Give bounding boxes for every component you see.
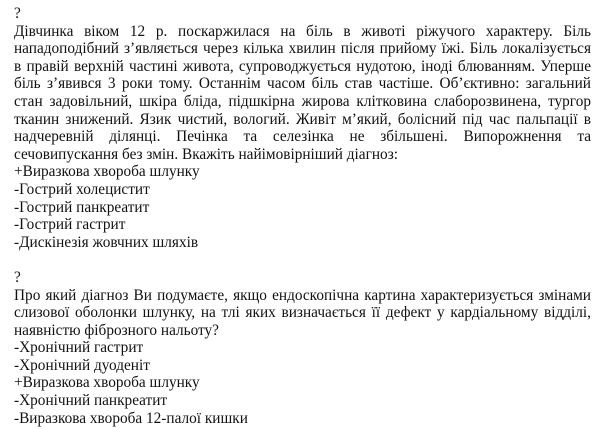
stem-line: в правій верхній частині живота, супроводжується нудотою, іноді блюванням. Уперше [14, 57, 591, 75]
stem-line: надчеревній ділянці. Печінка та селезінка не збільшені. Випорожнення та [14, 128, 591, 146]
stem-line: нападоподібний з’являється через кілька хвилин після прийому їжі. Біль локалізується [14, 40, 591, 58]
answer-option: -Гострий холецистит [14, 180, 150, 198]
stem-line: біль з’явився 3 роки тому. Останнім часом біль став частіше. Об’єктивно: загальний [14, 75, 591, 93]
answer-option-correct: +Виразкова хвороба шлунку [14, 163, 200, 181]
answer-option-correct: +Виразкова хвороба шлунку [14, 374, 200, 392]
stem-line: Про який діагноз Ви подумаєте, якщо ендоскопічна картина характеризується змінами [14, 286, 591, 304]
answer-options [14, 163, 591, 251]
answer-option: -Хронічний гастрит [14, 339, 144, 357]
answer-option: -Хронічний дуоденіт [14, 356, 150, 374]
question-marker: ? [14, 5, 21, 22]
stem-line: сечовипускання без змін. Вкажіть найімовірніший діагноз: [14, 145, 398, 163]
question-1 [14, 5, 591, 251]
question-marker: ? [14, 268, 21, 286]
answer-option: -Виразкова хвороба 12-палої кишки [14, 409, 248, 427]
question-stem [14, 287, 591, 340]
answer-options [14, 339, 591, 427]
answer-option: -Дискінезія жовчних шляхів [14, 233, 199, 251]
stem-line: наявністю фіброзного нальоту? [14, 321, 219, 339]
question-stem [14, 23, 591, 164]
stem-line: слизової оболонки шлунку, на тлі яких визначається її дефект у кардіальному відділі, [14, 304, 591, 322]
answer-option: -Гострий гастрит [14, 216, 126, 234]
question-2 [14, 269, 591, 427]
answer-option: -Хронічний панкреатит [14, 392, 168, 410]
stem-line: тканин знижений. Язик чистий, вологий. Живіт м’який, болісний під час пальпації в [14, 110, 591, 128]
stem-line: Дівчинка віком 12 р. поскаржилася на біль в животі ріжучого характеру. Біль [14, 22, 591, 40]
stem-line: стан задовільний, шкіра бліда, підшкірна жирова клітковина слаборозвинена, тургор [14, 92, 591, 110]
blank-line [14, 251, 591, 269]
answer-option: -Гострий панкреатит [14, 198, 150, 216]
